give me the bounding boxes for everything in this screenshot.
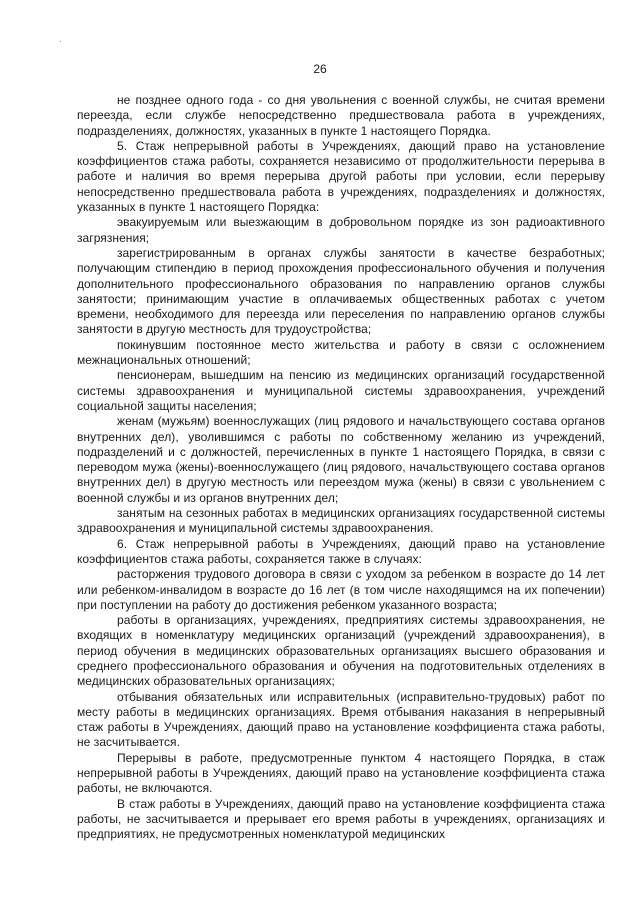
page-number: 26 (313, 62, 327, 76)
paragraph-clause-6: 6. Стаж непрерывной работы в Учреждениях, дающий право на установление коэффициентов стажа работы, сохраняется также в случаях: (77, 536, 605, 566)
list-item-unemployed: зарегистрированным в органах службы занятости в качестве безработных; получающим стипендию в период прохождения профессионального обучения и получения дополнительного профессионального образования по направлению органов службы занятости; принимающим участие в оплачиваемых общественных работах с учетом времени, необходимого для переезда или переселения по направлению органов службы занятости в другую местность для трудоустройства; (77, 245, 605, 337)
scan-speck (60, 41, 61, 42)
document-body (77, 93, 605, 843)
list-item-corrective-work: отбывания обязательных или исправительных (исправительно-трудовых) работ по месту работы в медицинских организациях. Время отбывания наказания в непрерывный стаж работы в Учреждениях, дающий право на установление коэффициента стажа работы, не засчитывается. (77, 689, 605, 750)
list-item-seasonal: занятым на сезонных работах в медицинских организациях государственной системы здравоохранения и муниципальной системы здравоохранения. (77, 506, 605, 536)
list-item-military-spouses: женам (мужьям) военнослужащих (лиц рядового и начальствующего состава органов внутренних дел), уволившимся с работы по собственному желанию из учреждений, подразделений и с должностей, перечисленных в пункте 1 настоящего Порядка, в связи с переводом мужа (жены)-военнослужащего (лиц рядового, начальствующего состава органов внутренних дел) в другую местность или переездом мужа (жены) в связи с увольнением с военной службы и из органов внутренних дел; (77, 414, 605, 505)
list-item-pensioners: пенсионерам, вышедшим на пенсию из медицинских организаций государственной системы здравоохранения и муниципальной системы здравоохранения, учреждений социальной защиты населения; (77, 368, 605, 413)
list-item-interethnic: покинувшим постоянное место жительства и работу в связи с осложнением межнациональных отношений; (77, 337, 605, 368)
list-item-study: работы в организациях, учреждениях, предприятиях системы здравоохранения, не входящих в номенклатуру медицинских организаций (учреждений здравоохранения), в период обучения в медицинских образовательных организациях высшего образования и среднего профессионального образования и обучения на подготовительных отделениях в медицинских образовательных организациях; (77, 613, 605, 689)
list-item-childcare: расторжения трудового договора в связи с уходом за ребенком в возрасте до 14 лет или ребенком-инвалидом в возрасте до 16 лет (в том числе находящимся на их попечении) при поступлении на работу до достижения ребенком указанного возраста; (77, 567, 605, 612)
paragraph-exclusions: В стаж работы в Учреждениях, дающий право на установление коэффициента стажа работы, не засчитывается и прерывает его время работы в учреждениях, организациях и предприятиях, не предусмотренных номенклатурой медицинских (77, 796, 605, 842)
paragraph-breaks: Перерывы в работе, предусмотренные пунктом 4 настоящего Порядка, в стаж непрерывной работы в Учреждениях, дающий право на установление коэффициента стажа работы, не включаются. (77, 750, 605, 796)
paragraph-continuation: не позднее одного года - со дня увольнения с военной службы, не считая времени переезда, если службе непосредственно предшествовала работа в учреждениях, подразделениях, должностях, указанных в пункте 1 настоящего Порядка. (77, 93, 605, 138)
paragraph-clause-5: 5. Стаж непрерывной работы в Учреждениях, дающий право на установление коэффициентов стажа работы, сохраняется независимо от продолжительности перерыва в работе и наличия во время перерыва другой работы при условии, если перерыву непосредственно предшествовала работа в учреждениях, подразделениях и должностях, указанных в пункте 1 настоящего Порядка: (77, 138, 605, 215)
list-item-evacuated: эвакуируемым или выезжающим в добровольном порядке из зон радиоактивного загрязнения; (77, 215, 605, 245)
